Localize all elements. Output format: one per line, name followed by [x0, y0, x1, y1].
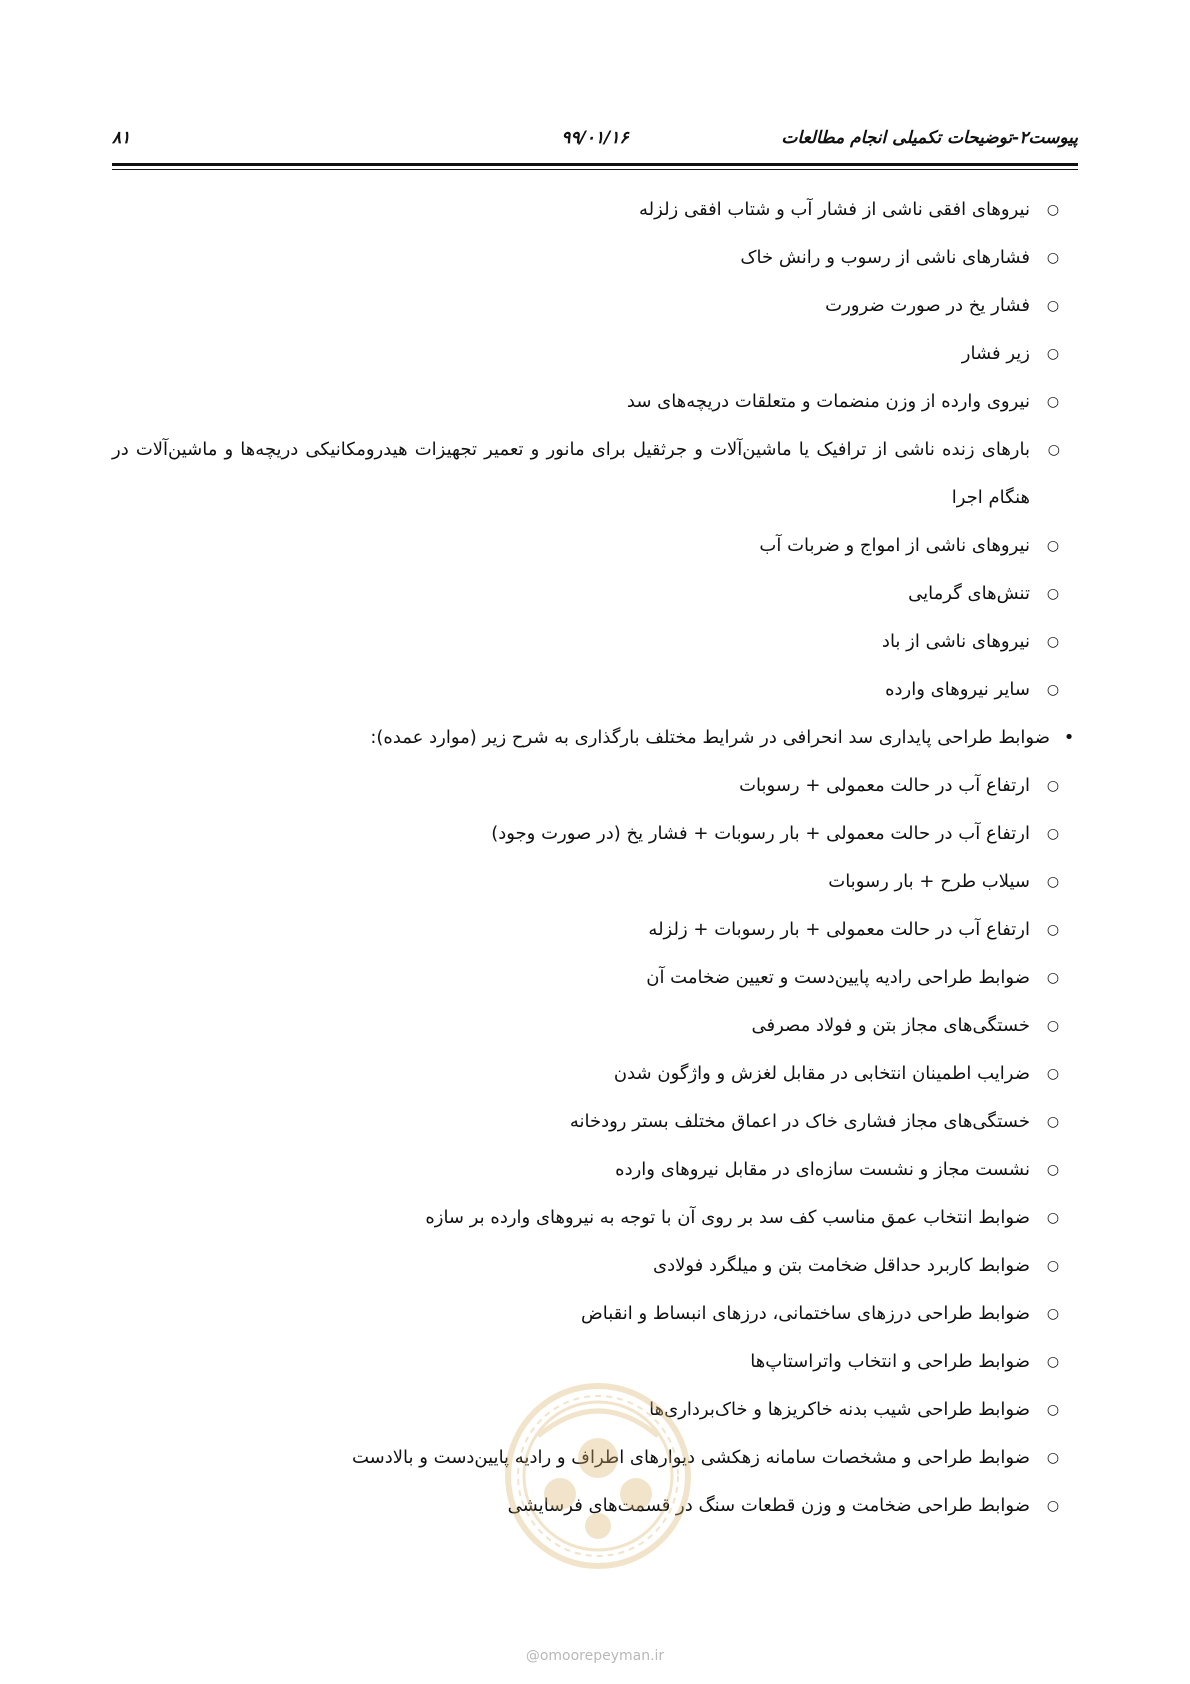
circle-bullet-icon: ○ — [1046, 1354, 1060, 1370]
list-item-text: تنش‌های گرمایی — [908, 583, 1030, 604]
circle-bullet-icon: ○ — [1046, 826, 1060, 842]
circle-bullet-icon: ○ — [1046, 778, 1060, 794]
circle-bullet-icon: ○ — [1046, 250, 1060, 266]
list-item-text: زیر فشار — [961, 343, 1030, 364]
list-item — [112, 522, 1078, 570]
header-title: پیوست۲-توضیحات تکمیلی انجام مطالعات — [781, 128, 1078, 148]
header-date: ۹۹/۰۱/۱۶ — [561, 128, 629, 148]
list-item — [112, 954, 1078, 1002]
circle-bullet-icon: ○ — [1046, 874, 1060, 890]
list-item-text: ارتفاع آب در حالت معمولی + بار رسوبات + زلزله — [648, 919, 1030, 940]
body-content — [112, 186, 1078, 1530]
circle-bullet-icon: ○ — [1046, 394, 1060, 410]
list-item-text: ضوابط طراحی و مشخصات سامانه زهکشی دیوارهای اطراف و رادیه پایین‌دست و بالادست — [351, 1447, 1030, 1468]
header-rule-thin — [112, 169, 1078, 170]
list-item-text: سیلاب طرح + بار رسوبات — [828, 871, 1030, 892]
circle-bullet-icon: ○ — [1046, 1018, 1060, 1034]
list-item-text: ضوابط انتخاب عمق مناسب کف سد بر روی آن با توجه به نیروهای وارده بر سازه — [425, 1207, 1030, 1228]
list-item — [112, 666, 1078, 714]
list-item — [112, 186, 1078, 234]
circle-bullet-icon: ○ — [1047, 442, 1060, 458]
circle-bullet-icon: ○ — [1046, 298, 1060, 314]
list-item — [112, 618, 1078, 666]
list-item-text: نیروهای ناشی از امواج و ضربات آب — [759, 535, 1030, 556]
list-item — [112, 762, 1078, 810]
circle-bullet-icon: ○ — [1046, 346, 1060, 362]
circle-bullet-icon: ○ — [1046, 1162, 1060, 1178]
list-item — [112, 234, 1078, 282]
list-item-text: نیروی وارده از وزن منضمات و متعلقات دریچه‌های سد — [626, 391, 1030, 412]
list-item-text: ضوابط کاربرد حداقل ضخامت بتن و میلگرد فولادی — [653, 1255, 1030, 1276]
page-number: ۸۱ — [112, 128, 131, 148]
list-item — [112, 282, 1078, 330]
list-item-text: ضوابط طراحی ضخامت و وزن قطعات سنگ در قسمت‌های فرسایشی — [507, 1495, 1030, 1516]
list-item-text: ضوابط طراحی رادیه پایین‌دست و تعیین ضخامت آن — [646, 967, 1030, 988]
list-item — [112, 1290, 1078, 1338]
circle-bullet-icon: ○ — [1046, 1114, 1060, 1130]
list-item — [112, 1002, 1078, 1050]
circle-bullet-icon: ○ — [1046, 1306, 1060, 1322]
list-item-text: ضوابط طراحی و انتخاب واتراستاپ‌ها — [750, 1351, 1030, 1372]
list-item-text: ارتفاع آب در حالت معمولی + بار رسوبات + فشار یخ (در صورت وجود) — [491, 823, 1030, 844]
list-item — [112, 1194, 1078, 1242]
circle-bullet-icon: ○ — [1046, 1210, 1060, 1226]
list-item — [112, 810, 1078, 858]
main-list-item-text: ضوابط طراحی پایداری سد انحرافی در شرایط مختلف بارگذاری به شرح زیر (موارد عمده): — [370, 727, 1050, 748]
list-item-text: خستگی‌های مجاز بتن و فولاد مصرفی — [751, 1015, 1030, 1036]
list-item-text: نیروهای ناشی از باد — [881, 631, 1030, 652]
list-item — [112, 858, 1078, 906]
main-list-item — [112, 714, 1078, 762]
list-item-text: بارهای زنده ناشی از ترافیک یا ماشین‌آلات و جرثقیل برای مانور و تعمیر تجهیزات هیدرومکانیکی دریچه‌ها و ماشین‌آلات در هنگام اجرا — [112, 439, 1030, 508]
watermark-url: @omoorepeyman.ir — [525, 1648, 665, 1664]
watermark-seal-icon — [498, 1376, 698, 1576]
circle-bullet-icon: ○ — [1046, 1066, 1060, 1082]
list-item — [112, 330, 1078, 378]
list-item-text: خستگی‌های مجاز فشاری خاک در اعماق مختلف بستر رودخانه — [569, 1111, 1030, 1132]
list-item — [112, 906, 1078, 954]
list-item-text: ضرایب اطمینان انتخابی در مقابل لغزش و واژگون شدن — [613, 1063, 1030, 1084]
circle-bullet-icon: ○ — [1046, 1258, 1060, 1274]
list-item — [112, 570, 1078, 618]
circle-bullet-icon: ○ — [1046, 202, 1060, 218]
circle-bullet-icon: ○ — [1046, 970, 1060, 986]
circle-bullet-icon: ○ — [1046, 922, 1060, 938]
circle-bullet-icon: ○ — [1046, 1498, 1060, 1514]
disc-bullet-icon: • — [1063, 727, 1075, 748]
circle-bullet-icon: ○ — [1046, 538, 1060, 554]
list-item-text: فشارهای ناشی از رسوب و رانش خاک — [740, 247, 1030, 268]
list-item-text: ضوابط طراحی شیب بدنه خاکریزها و خاک‌برداری‌ها — [649, 1399, 1030, 1420]
list-item — [112, 426, 1078, 522]
list-item-text: سایر نیروهای وارده — [885, 679, 1030, 700]
header-rule-thick — [112, 163, 1078, 166]
circle-bullet-icon: ○ — [1046, 1450, 1060, 1466]
circle-bullet-icon: ○ — [1046, 634, 1060, 650]
circle-bullet-icon: ○ — [1046, 586, 1060, 602]
list-item-text: نیروهای افقی ناشی از فشار آب و شتاب افقی زلزله — [639, 199, 1030, 220]
list-item-text: نشست مجاز و نشست سازه‌ای در مقابل نیروهای وارده — [615, 1159, 1030, 1180]
list-item-text: ضوابط طراحی درزهای ساختمانی، درزهای انبساط و انقباض — [580, 1303, 1030, 1324]
page-header — [112, 128, 1078, 158]
list-item-text: فشار یخ در صورت ضرورت — [825, 295, 1030, 316]
circle-bullet-icon: ○ — [1046, 1402, 1060, 1418]
list-item — [112, 1098, 1078, 1146]
circle-bullet-icon: ○ — [1046, 682, 1060, 698]
list-item — [112, 1146, 1078, 1194]
list-item — [112, 1242, 1078, 1290]
list-item-text: ارتفاع آب در حالت معمولی + رسوبات — [739, 775, 1030, 796]
list-item — [112, 378, 1078, 426]
list-item — [112, 1050, 1078, 1098]
